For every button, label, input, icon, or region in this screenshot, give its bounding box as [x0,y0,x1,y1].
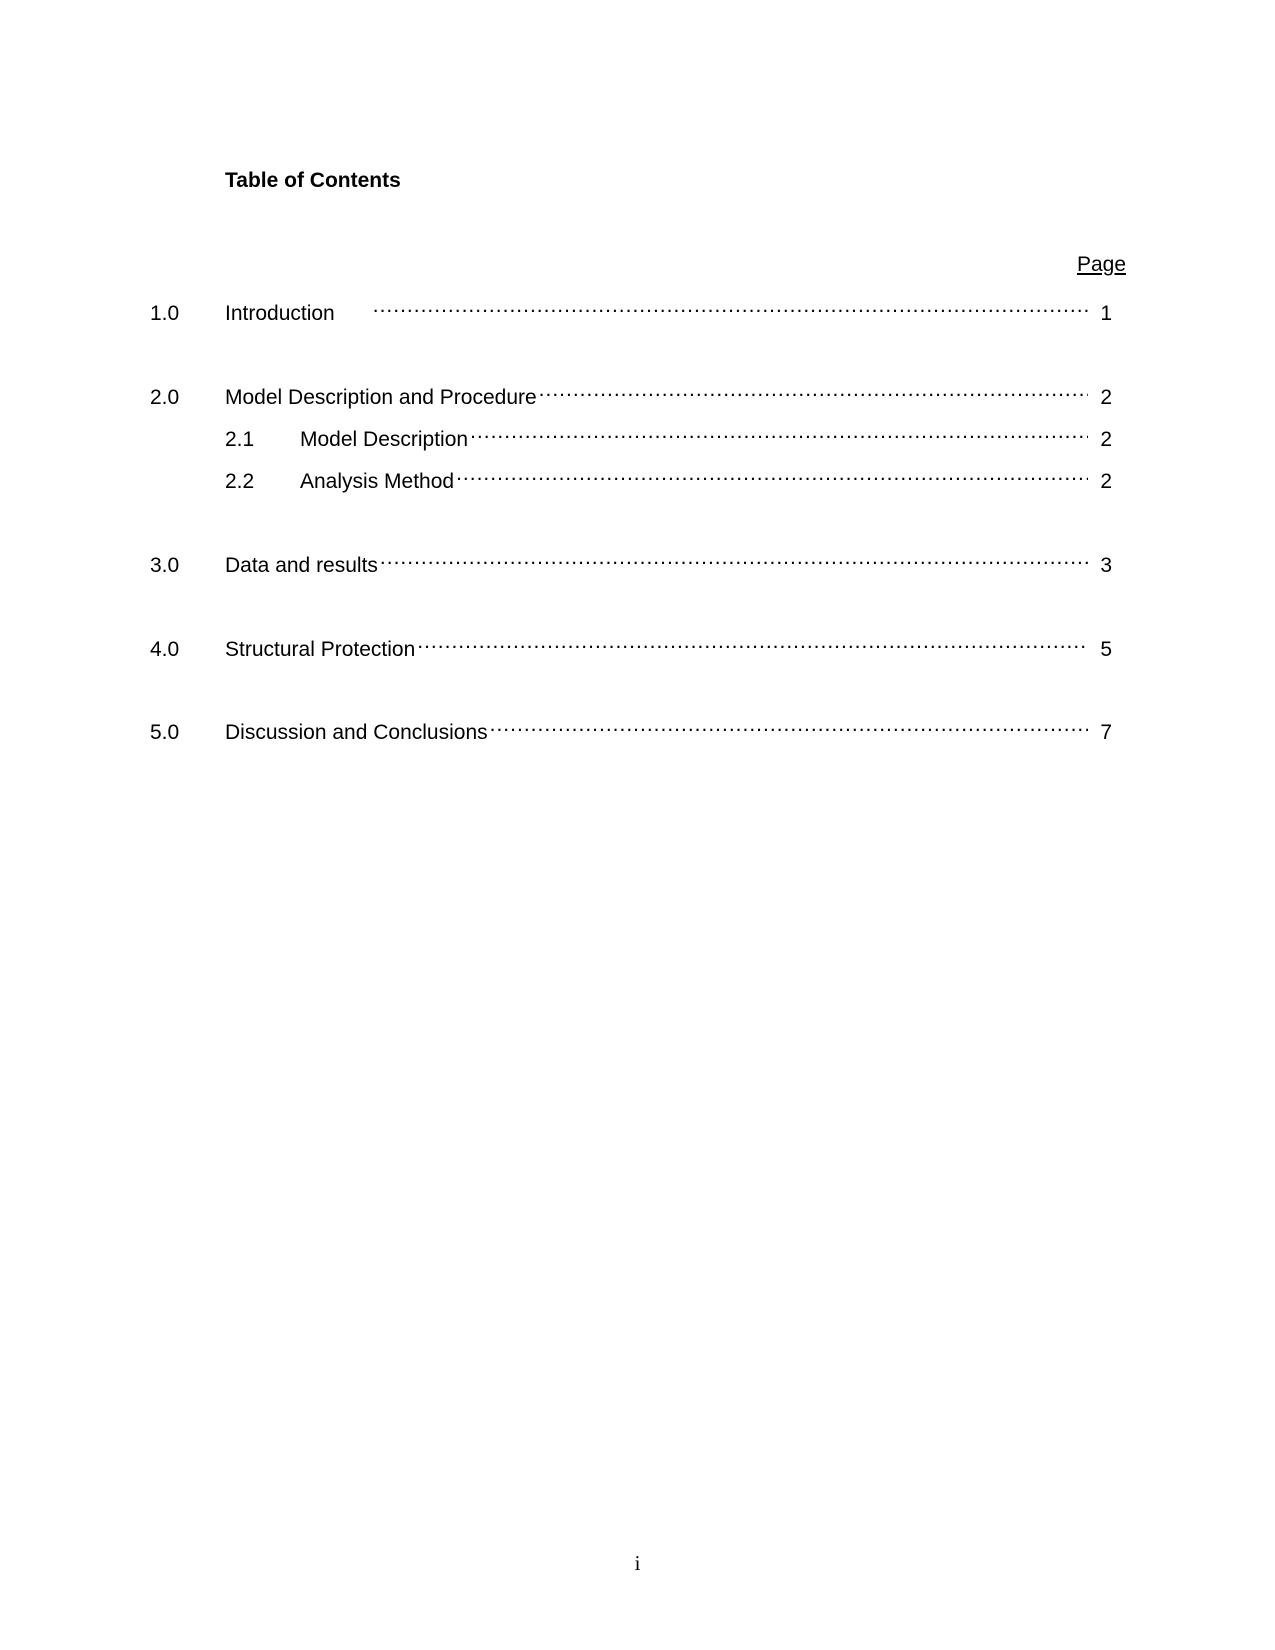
toc-dot-leader [373,292,1088,320]
toc-entry-number: 1.0 [150,302,180,325]
toc-entry-number: 5.0 [150,721,180,744]
toc-dot-leader [417,628,1088,656]
toc-entry-number: 4.0 [150,638,180,661]
toc-entry-page: 7 [1100,721,1112,744]
toc-dot-leader [539,376,1088,404]
toc-entry-page: 1 [1100,302,1112,325]
toc-title: Table of Contents [225,169,401,192]
toc-entry-page: 3 [1100,554,1112,577]
toc-dot-leader [470,418,1088,446]
toc-entry-number: 2.1 [225,428,255,451]
toc-entry-number: 2.0 [150,386,180,409]
toc-entry-label: Introduction [225,302,335,325]
toc-entry-label: Model Description and Procedure [225,386,537,409]
toc-entry-data-and-results[interactable] [150,544,1112,577]
toc-entry-number: 2.2 [225,470,255,493]
toc-entry-label: Data and results [225,554,378,577]
toc-entry-page: 5 [1100,638,1112,661]
toc-entry-introduction[interactable] [150,292,1112,325]
toc-entry-model-description[interactable] [225,418,1112,451]
toc-entry-page: 2 [1100,428,1112,451]
toc-entry-structural-protection[interactable] [150,628,1112,661]
page-column-header: Page [1076,253,1126,276]
toc-entry-analysis-method[interactable] [225,460,1112,493]
footer-page-number: i [634,1551,641,1575]
toc-entry-label: Discussion and Conclusions [225,721,488,744]
toc-dot-leader [380,544,1088,572]
toc-entry-label: Analysis Method [300,470,455,493]
toc-entry-label: Model Description [300,428,469,451]
toc-entry-model-description-and-procedure[interactable] [150,376,1112,409]
toc-dot-leader [490,711,1088,739]
toc-entry-number: 3.0 [150,554,180,577]
toc-dot-leader [456,460,1088,488]
toc-entry-discussion-and-conclusions[interactable] [150,711,1112,744]
toc-entry-page: 2 [1100,386,1112,409]
toc-entry-page: 2 [1100,470,1112,493]
toc-entry-label: Structural Protection [225,638,416,661]
